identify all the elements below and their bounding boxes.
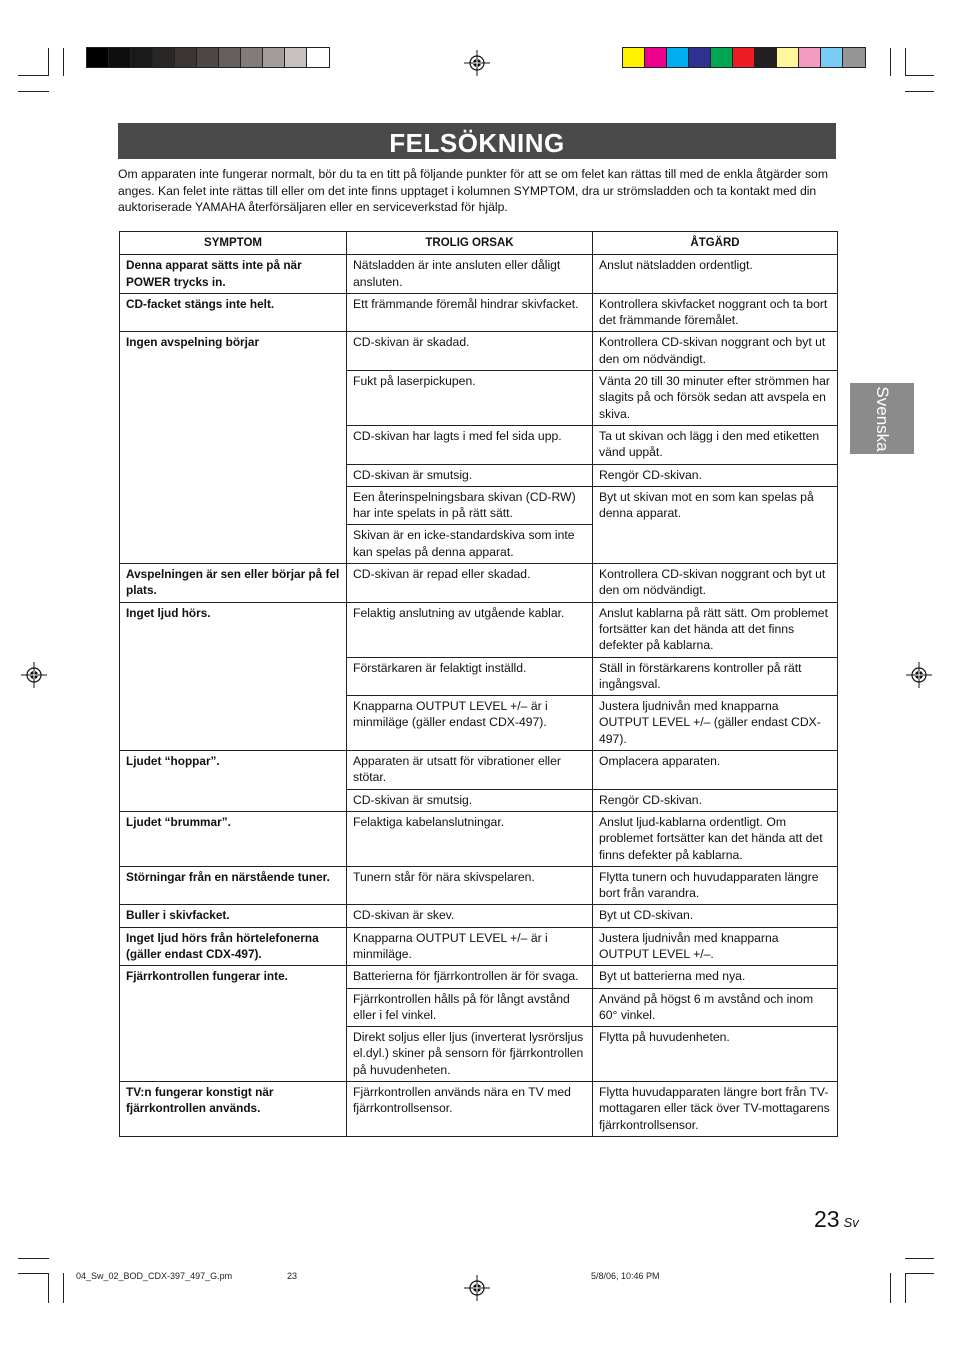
- table-row: [120, 966, 838, 988]
- cause-cell: Batterierna för fjärrkontrollen är för svaga.: [347, 966, 593, 988]
- color-calibration-bar: [622, 47, 866, 68]
- action-cell: Ställ in förstärkarens kontroller på rätt ingångsval.: [593, 657, 838, 696]
- cause-cell: CD-skivan är smutsig.: [347, 789, 593, 811]
- page-number: [814, 1206, 859, 1233]
- action-cell: Byt ut CD-skivan.: [593, 905, 838, 927]
- action-cell: Ta ut skivan och lägg i den med etiketten vänd uppåt.: [593, 425, 838, 464]
- registration-target-icon: [21, 662, 47, 688]
- calibration-swatch: [821, 48, 843, 67]
- table-row: [120, 927, 838, 966]
- calibration-swatch: [799, 48, 821, 67]
- table-row: [120, 751, 838, 790]
- calibration-swatch: [87, 48, 109, 67]
- symptom-cell: Störningar från en närstående tuner.: [120, 866, 347, 905]
- action-cell: Flytta huvudapparaten längre bort från TV-mottagaren eller täck över TV-mottagarens fjärrkontrollsensor.: [593, 1082, 838, 1137]
- table-row: [120, 1082, 838, 1137]
- page-number-value: 23: [814, 1206, 840, 1232]
- calibration-swatch: [755, 48, 777, 67]
- calibration-swatch: [153, 48, 175, 67]
- footer-page: 23: [287, 1271, 298, 1281]
- cause-cell: Felaktiga kabelanslutningar.: [347, 811, 593, 866]
- symptom-cell: Denna apparat sätts inte på när POWER trycks in.: [120, 255, 347, 294]
- header-cause: TROLIG ORSAK: [347, 232, 593, 255]
- table-row: [120, 905, 838, 927]
- cause-cell: Felaktig anslutning av utgående kablar.: [347, 602, 593, 657]
- action-cell: Anslut nätsladden ordentligt.: [593, 255, 838, 294]
- calibration-swatch: [667, 48, 689, 67]
- page-language-suffix: Sv: [843, 1215, 859, 1230]
- action-cell: Kontrollera CD-skivan noggrant och byt ut den om nödvändigt.: [593, 564, 838, 603]
- cause-cell: CD-skivan är repad eller skadad.: [347, 564, 593, 603]
- symptom-cell: Inget ljud hörs från hörtelefonerna (gäller endast CDX-497).: [120, 927, 347, 966]
- grayscale-calibration-bar: [86, 47, 330, 68]
- calibration-swatch: [689, 48, 711, 67]
- cause-cell: Tunern står för nära skivspelaren.: [347, 866, 593, 905]
- table-row: [120, 255, 838, 294]
- table-row: [120, 866, 838, 905]
- action-cell: Kontrollera CD-skivan noggrant och byt ut den om nödvändigt.: [593, 332, 838, 371]
- symptom-cell: Fjärrkontrollen fungerar inte.: [120, 966, 347, 1082]
- cause-cell: Direkt soljus eller ljus (inverterat lysrörsljus el.dyl.) skiner på sensorn för fjärrkontrollen på huvudenheten.: [347, 1027, 593, 1082]
- calibration-swatch: [263, 48, 285, 67]
- calibration-swatch: [131, 48, 153, 67]
- calibration-swatch: [285, 48, 307, 67]
- symptom-cell: Ljudet “hoppar”.: [120, 751, 347, 812]
- table-row: [120, 564, 838, 603]
- cause-cell: CD-skivan har lagts i med fel sida upp.: [347, 425, 593, 464]
- action-cell: Flytta på huvudenheten.: [593, 1027, 838, 1082]
- header-symptom: SYMPTOM: [120, 232, 347, 255]
- action-cell: Vänta 20 till 30 minuter efter strömmen har slagits på och försök sedan att avspela en skiva.: [593, 371, 838, 426]
- language-tab-label: Svenska: [873, 385, 892, 452]
- calibration-swatch: [645, 48, 667, 67]
- cause-cell: CD-skivan är skadad.: [347, 332, 593, 371]
- cause-cell: Fjärrkontrollen används nära en TV med fjärrkontrollsensor.: [347, 1082, 593, 1137]
- cause-cell: Een återinspelningsbara skivan (CD-RW) har inte spelats in på rätt sätt.: [347, 486, 593, 525]
- calibration-swatch: [623, 48, 645, 67]
- symptom-cell: Inget ljud hörs.: [120, 602, 347, 750]
- symptom-cell: TV:n fungerar konstigt när fjärrkontrollen används.: [120, 1082, 347, 1137]
- table-row: [120, 332, 838, 371]
- action-cell: Byt ut batterierna med nya.: [593, 966, 838, 988]
- calibration-swatch: [307, 48, 329, 67]
- action-cell: Flytta tunern och huvudapparaten längre bort från varandra.: [593, 866, 838, 905]
- registration-target-icon: [464, 1275, 490, 1301]
- calibration-swatch: [241, 48, 263, 67]
- footer-filename: 04_Sw_02_BOD_CDX-397_497_G.pm: [76, 1271, 233, 1281]
- calibration-swatch: [711, 48, 733, 67]
- action-cell: Omplacera apparaten.: [593, 751, 838, 790]
- registration-target-icon: [906, 662, 932, 688]
- calibration-swatch: [109, 48, 131, 67]
- symptom-cell: Ljudet “brummar”.: [120, 811, 347, 866]
- cause-cell: Fukt på laserpickupen.: [347, 371, 593, 426]
- calibration-swatch: [733, 48, 755, 67]
- symptom-cell: Buller i skivfacket.: [120, 905, 347, 927]
- calibration-swatch: [219, 48, 241, 67]
- cause-cell: CD-skivan är smutsig.: [347, 464, 593, 486]
- registration-target-icon: [464, 50, 490, 76]
- page-title: FELSÖKNING: [118, 123, 836, 159]
- table-row: [120, 602, 838, 657]
- table-row: [120, 293, 838, 332]
- action-cell: Justera ljudnivån med knapparna OUTPUT LEVEL +/–.: [593, 927, 838, 966]
- action-cell: Justera ljudnivån med knapparna OUTPUT LEVEL +/– (gäller endast CDX-497).: [593, 696, 838, 751]
- action-cell: Anslut kablarna på rätt sätt. Om problemet fortsätter kan det hända att det finns defekter på kablarna.: [593, 602, 838, 657]
- action-cell: Byt ut skivan mot en som kan spelas på denna apparat.: [593, 486, 838, 563]
- calibration-swatch: [197, 48, 219, 67]
- calibration-swatch: [843, 48, 865, 67]
- cause-cell: CD-skivan är skev.: [347, 905, 593, 927]
- symptom-cell: Avspelningen är sen eller börjar på fel plats.: [120, 564, 347, 603]
- cause-cell: Nätsladden är inte ansluten eller dåligt ansluten.: [347, 255, 593, 294]
- footer-date: 5/8/06, 10:46 PM: [591, 1271, 660, 1281]
- cause-cell: Skivan är en icke-standardskiva som inte kan spelas på denna apparat.: [347, 525, 593, 564]
- cause-cell: Fjärrkontrollen hålls på för långt avstånd eller i fel vinkel.: [347, 988, 593, 1027]
- troubleshooting-table: [119, 231, 838, 1137]
- language-tab: [850, 383, 914, 454]
- action-cell: Rengör CD-skivan.: [593, 789, 838, 811]
- cause-cell: Knapparna OUTPUT LEVEL +/– är i minmiläge.: [347, 927, 593, 966]
- calibration-swatch: [777, 48, 799, 67]
- action-cell: Använd på högst 6 m avstånd och inom 60° vinkel.: [593, 988, 838, 1027]
- cause-cell: Apparaten är utsatt för vibrationer eller stötar.: [347, 751, 593, 790]
- action-cell: Rengör CD-skivan.: [593, 464, 838, 486]
- cause-cell: Ett främmande föremål hindrar skivfacket.: [347, 293, 593, 332]
- intro-paragraph: Om apparaten inte fungerar normalt, bör du ta en titt på följande punkter för att se om felet kan rättas till med de enkla åtgärder som anges. Kan felet inte rättas till eller om det inte finns upptaget i kolumnen SYMPTOM, dra ur strömsladden och ta kontakt med din auktoriserade YAMAHA återförsäljaren eller en serviceverkstad för hjälp.: [118, 167, 828, 214]
- action-cell: Kontrollera skivfacket noggrant och ta bort det främmande föremålet.: [593, 293, 838, 332]
- calibration-swatch: [175, 48, 197, 67]
- cause-cell: Knapparna OUTPUT LEVEL +/– är i minmiläge (gäller endast CDX-497).: [347, 696, 593, 751]
- header-action: ÅTGÄRD: [593, 232, 838, 255]
- symptom-cell: CD-facket stängs inte helt.: [120, 293, 347, 332]
- action-cell: Anslut ljud-kablarna ordentligt. Om problemet fortsätter kan det hända att det finns defekter på kablarna.: [593, 811, 838, 866]
- symptom-cell: Ingen avspelning börjar: [120, 332, 347, 564]
- cause-cell: Förstärkaren är felaktigt inställd.: [347, 657, 593, 696]
- table-header-row: [120, 232, 838, 255]
- table-row: [120, 811, 838, 866]
